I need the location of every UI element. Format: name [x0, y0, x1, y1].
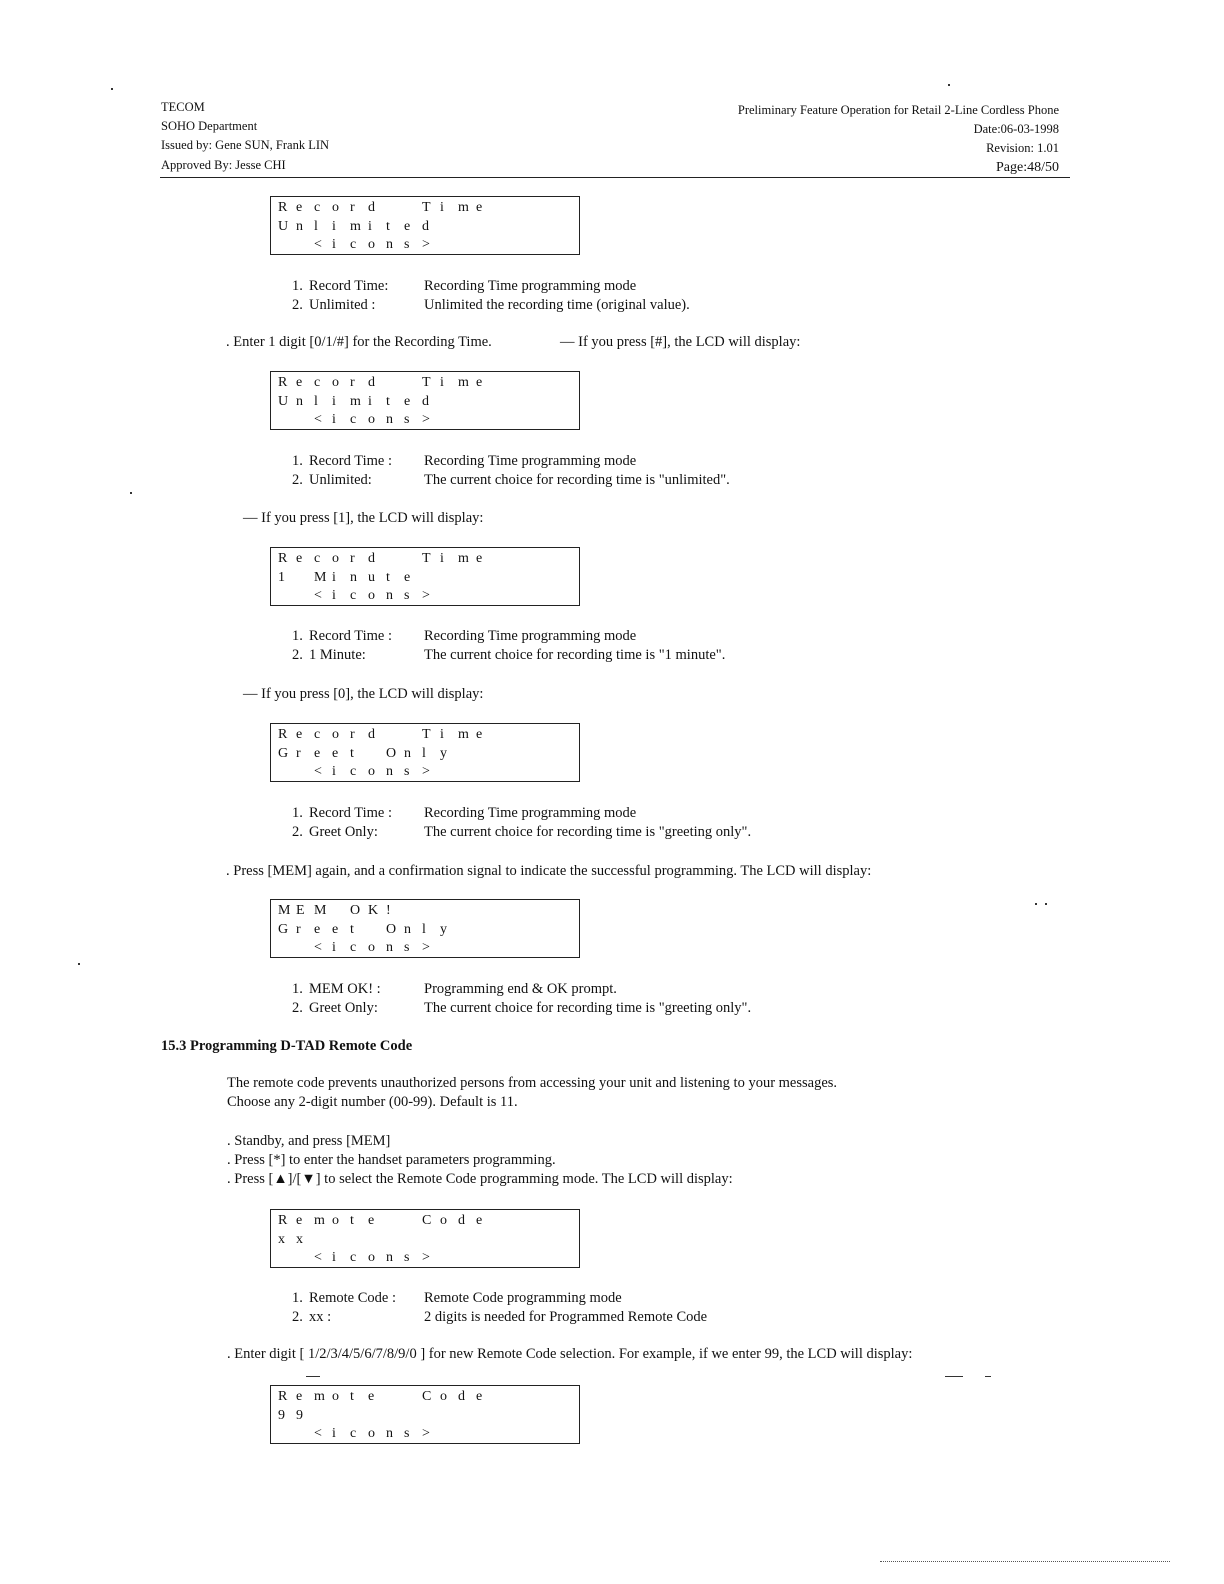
lcd-char: m: [350, 393, 361, 409]
lcd-row: [278, 938, 440, 957]
lcd-display: [270, 196, 580, 255]
lcd-char: s: [404, 237, 410, 252]
lcd-row: [278, 410, 440, 429]
lcd-char: t: [350, 1389, 354, 1404]
lcd-char: m: [350, 218, 361, 234]
lcd-char: l: [314, 218, 318, 234]
item-description: Programming end & OK prompt.: [424, 981, 617, 997]
lcd-char: o: [368, 412, 375, 427]
lcd-char: r: [350, 375, 355, 390]
item-number: 1.: [292, 1290, 303, 1306]
lcd-char: o: [332, 727, 339, 742]
item-number: 1.: [292, 278, 303, 294]
department: SOHO Department: [161, 119, 258, 133]
lcd-char: x: [278, 1231, 285, 1247]
lcd-char: n: [386, 588, 393, 603]
lcd-char: c: [314, 727, 321, 742]
item-label: Unlimited :: [309, 297, 376, 313]
item-description: The current choice for recording time is "unlimited".: [424, 472, 730, 488]
lcd-char: o: [332, 551, 339, 566]
lcd-char: R: [278, 551, 288, 566]
lcd-char: o: [440, 1213, 447, 1228]
lcd-row: [278, 725, 494, 744]
lcd-char: [404, 1211, 422, 1230]
item-label: Remote Code :: [309, 1290, 396, 1306]
lcd-char: G: [278, 921, 289, 937]
lcd-display: [270, 723, 580, 782]
lcd-row: [278, 235, 440, 254]
step-select-remote-code: . Press [▲]/[▼] to select the Remote Code programming mode. The LCD will display:: [227, 1171, 733, 1187]
item-number: 1.: [292, 805, 303, 821]
item-label: Record Time:: [309, 278, 389, 294]
lcd-char: i: [332, 764, 336, 779]
lcd-char: [404, 198, 422, 217]
lcd-char: [386, 725, 404, 744]
item-label: xx :: [309, 1309, 332, 1325]
lcd-char: T: [422, 727, 431, 742]
scan-speck: [1035, 903, 1037, 905]
scan-mark: [306, 1376, 320, 1377]
lcd-char: e: [404, 569, 411, 585]
lcd-display: [270, 547, 580, 606]
lcd-char: i: [332, 412, 336, 427]
lcd-char: d: [368, 551, 375, 566]
lcd-char: !: [386, 903, 391, 918]
lcd-char: u: [368, 569, 375, 585]
item-number: 2.: [292, 472, 303, 488]
lcd-char: [278, 235, 296, 254]
lcd-char: e: [296, 1389, 303, 1404]
lcd-char: i: [368, 218, 372, 234]
lcd-char: [296, 1424, 314, 1443]
item-description: Recording Time programming mode: [424, 453, 637, 469]
item-number: 2.: [292, 1000, 303, 1016]
step-press-star: . Press [*] to enter the handset parameters programming.: [227, 1152, 556, 1168]
lcd-row: [278, 1424, 440, 1443]
item-description: Recording Time programming mode: [424, 805, 637, 821]
lcd-char: >: [422, 1426, 430, 1441]
lcd-char: <: [314, 940, 322, 955]
lcd-char: >: [422, 764, 430, 779]
lcd-char: c: [350, 940, 357, 955]
lcd-char: n: [350, 569, 357, 585]
item-description: Recording Time programming mode: [424, 628, 637, 644]
lcd-char: i: [332, 218, 336, 234]
scan-speck: [78, 963, 80, 965]
instruction-enter-digit: . Enter 1 digit [0/1/#] for the Recording Time.: [226, 334, 492, 350]
lcd-char: t: [386, 393, 390, 409]
item-label: MEM OK! :: [309, 981, 381, 997]
lcd-char: n: [386, 764, 393, 779]
document-title: Preliminary Feature Operation for Retail 2-Line Cordless Phone: [737, 103, 1059, 117]
instruction-if-one: — If you press [1], the LCD will display:: [243, 510, 484, 526]
lcd-char: c: [350, 237, 357, 252]
lcd-char: e: [296, 200, 303, 215]
lcd-char: >: [422, 940, 430, 955]
lcd-char: c: [350, 1250, 357, 1265]
scan-speck: [130, 492, 132, 494]
lcd-row: [278, 217, 440, 236]
lcd-char: [386, 198, 404, 217]
lcd-char: e: [296, 551, 303, 566]
lcd-char: O: [386, 745, 397, 761]
document-date: Date:06-03-1998: [973, 122, 1059, 136]
item-description: Unlimited the recording time (original value).: [424, 297, 690, 313]
lcd-display: [270, 371, 580, 430]
lcd-char: [296, 568, 314, 587]
lcd-char: <: [314, 412, 322, 427]
document-revision: Revision: 1.01: [986, 141, 1059, 155]
lcd-char: n: [386, 1250, 393, 1265]
lcd-char: s: [404, 764, 410, 779]
lcd-char: [404, 725, 422, 744]
lcd-char: [404, 549, 422, 568]
lcd-char: e: [368, 1213, 375, 1228]
lcd-char: [278, 1248, 296, 1267]
approved-by: Approved By: Jesse CHI: [161, 158, 286, 172]
lcd-char: [386, 1211, 404, 1230]
lcd-char: [278, 410, 296, 429]
lcd-char: [278, 586, 296, 605]
lcd-row: [278, 198, 494, 217]
lcd-char: n: [386, 412, 393, 427]
lcd-char: d: [422, 218, 429, 234]
item-number: 1.: [292, 453, 303, 469]
lcd-char: c: [314, 551, 321, 566]
lcd-char: <: [314, 588, 322, 603]
instruction-if-hash: — If you press [#], the LCD will display:: [560, 334, 801, 350]
issued-by: Issued by: Gene SUN, Frank LIN: [161, 138, 330, 152]
instruction-press-mem: . Press [MEM] again, and a confirmation signal to indicate the successful programming. The LCD will display:: [226, 863, 872, 879]
lcd-char: [404, 1387, 422, 1406]
item-number: 2.: [292, 297, 303, 313]
lcd-char: [296, 235, 314, 254]
item-number: 2.: [292, 647, 303, 663]
lcd-char: i: [332, 940, 336, 955]
lcd-char: o: [332, 375, 339, 390]
lcd-char: n: [404, 745, 411, 761]
item-label: Greet Only:: [309, 824, 378, 840]
lcd-char: m: [314, 1389, 325, 1404]
lcd-char: r: [350, 727, 355, 742]
lcd-char: e: [404, 218, 411, 234]
lcd-char: c: [350, 412, 357, 427]
lcd-char: 9: [296, 1407, 303, 1423]
scan-mark: [945, 1376, 963, 1377]
lcd-char: r: [296, 745, 301, 761]
lcd-char: s: [404, 1250, 410, 1265]
lcd-char: m: [458, 727, 469, 742]
lcd-char: e: [332, 921, 339, 937]
lcd-char: o: [368, 940, 375, 955]
item-description: The current choice for recording time is "greeting only".: [424, 1000, 752, 1016]
header-rule: [160, 177, 1070, 178]
lcd-char: e: [368, 1389, 375, 1404]
lcd-char: >: [422, 588, 430, 603]
lcd-char: n: [404, 921, 411, 937]
lcd-char: t: [350, 745, 354, 761]
item-label: Greet Only:: [309, 1000, 378, 1016]
lcd-char: d: [458, 1389, 465, 1404]
lcd-char: o: [332, 1389, 339, 1404]
step-standby: . Standby, and press [MEM]: [227, 1133, 391, 1149]
lcd-display: [270, 1385, 580, 1444]
lcd-char: d: [368, 200, 375, 215]
lcd-char: T: [422, 551, 431, 566]
lcd-char: 1: [278, 569, 285, 585]
lcd-char: M: [278, 903, 291, 918]
lcd-char: <: [314, 1250, 322, 1265]
lcd-char: e: [476, 1389, 483, 1404]
lcd-char: c: [314, 375, 321, 390]
lcd-char: o: [368, 237, 375, 252]
lcd-row: [278, 901, 404, 920]
lcd-row: [278, 392, 440, 411]
lcd-char: E: [296, 903, 305, 918]
item-number: 1.: [292, 628, 303, 644]
item-number: 1.: [292, 981, 303, 997]
item-description: The current choice for recording time is "greeting only".: [424, 824, 752, 840]
lcd-char: c: [350, 588, 357, 603]
lcd-char: o: [368, 588, 375, 603]
lcd-char: t: [386, 218, 390, 234]
lcd-char: o: [332, 1213, 339, 1228]
lcd-char: o: [368, 1250, 375, 1265]
lcd-char: x: [296, 1231, 303, 1247]
lcd-char: t: [350, 1213, 354, 1228]
lcd-char: n: [386, 940, 393, 955]
lcd-char: n: [296, 218, 303, 234]
lcd-char: s: [404, 1426, 410, 1441]
lcd-char: o: [332, 200, 339, 215]
lcd-char: [332, 901, 350, 920]
lcd-char: >: [422, 237, 430, 252]
lcd-row: [278, 1230, 314, 1249]
lcd-char: O: [386, 921, 397, 937]
item-description: Remote Code programming mode: [424, 1290, 622, 1306]
lcd-char: i: [332, 1250, 336, 1265]
item-description: Recording Time programming mode: [424, 278, 637, 294]
lcd-char: i: [332, 588, 336, 603]
lcd-char: e: [296, 1213, 303, 1228]
lcd-char: <: [314, 764, 322, 779]
instruction-if-zero: — If you press [0], the LCD will display:: [243, 686, 484, 702]
lcd-char: i: [440, 551, 444, 566]
lcd-char: m: [458, 375, 469, 390]
lcd-char: >: [422, 412, 430, 427]
lcd-char: d: [368, 375, 375, 390]
item-label: Record Time :: [309, 628, 392, 644]
lcd-char: i: [332, 237, 336, 252]
lcd-row: [278, 1406, 314, 1425]
lcd-char: d: [422, 393, 429, 409]
lcd-display: [270, 899, 580, 958]
lcd-char: [296, 1248, 314, 1267]
lcd-char: i: [440, 375, 444, 390]
lcd-char: r: [350, 200, 355, 215]
lcd-char: <: [314, 237, 322, 252]
lcd-char: i: [332, 393, 336, 409]
lcd-char: l: [314, 393, 318, 409]
lcd-char: i: [332, 569, 336, 585]
lcd-char: d: [458, 1213, 465, 1228]
lcd-char: R: [278, 1213, 288, 1228]
lcd-char: y: [440, 745, 447, 761]
section-paragraph: Choose any 2-digit number (00-99). Default is 11.: [227, 1094, 518, 1110]
lcd-char: i: [440, 727, 444, 742]
lcd-char: c: [350, 764, 357, 779]
lcd-char: M: [314, 903, 327, 918]
lcd-char: [278, 1424, 296, 1443]
lcd-char: o: [440, 1389, 447, 1404]
lcd-row: [278, 762, 440, 781]
lcd-char: [278, 938, 296, 957]
lcd-char: T: [422, 200, 431, 215]
scan-speck: [948, 84, 950, 86]
company-name: TECOM: [161, 100, 205, 114]
lcd-char: R: [278, 200, 288, 215]
lcd-char: [368, 920, 386, 939]
scan-speck: [111, 88, 113, 90]
lcd-char: e: [476, 551, 483, 566]
lcd-char: e: [332, 745, 339, 761]
lcd-char: m: [458, 551, 469, 566]
scan-speck: [1045, 903, 1047, 905]
lcd-char: r: [350, 551, 355, 566]
lcd-char: O: [350, 903, 361, 918]
lcd-char: [296, 938, 314, 957]
lcd-char: C: [422, 1389, 432, 1404]
item-description: 2 digits is needed for Programmed Remote Code: [424, 1309, 708, 1325]
lcd-char: 9: [278, 1407, 285, 1423]
lcd-row: [278, 744, 458, 763]
lcd-char: s: [404, 940, 410, 955]
lcd-display: [270, 1209, 580, 1268]
lcd-char: n: [296, 393, 303, 409]
section-heading: 15.3 Programming D-TAD Remote Code: [161, 1038, 413, 1054]
lcd-char: i: [440, 200, 444, 215]
lcd-char: T: [422, 375, 431, 390]
lcd-char: m: [314, 1213, 325, 1228]
lcd-row: [278, 1211, 494, 1230]
step-enter-remote-digits: . Enter digit [ 1/2/3/4/5/6/7/8/9/0 ] for new Remote Code selection. For example, if we enter 99, the LCD will display:: [227, 1346, 913, 1362]
lcd-char: t: [386, 569, 390, 585]
item-label: Record Time :: [309, 453, 392, 469]
lcd-char: U: [278, 218, 289, 234]
lcd-char: R: [278, 375, 288, 390]
lcd-char: M: [314, 569, 327, 585]
lcd-char: [278, 762, 296, 781]
lcd-char: C: [422, 1213, 432, 1228]
lcd-char: i: [368, 393, 372, 409]
item-label: Unlimited:: [309, 472, 372, 488]
lcd-char: s: [404, 588, 410, 603]
lcd-char: e: [476, 1213, 483, 1228]
item-label: Record Time :: [309, 805, 392, 821]
lcd-char: e: [314, 745, 321, 761]
lcd-char: >: [422, 1250, 430, 1265]
lcd-char: K: [368, 903, 379, 918]
lcd-char: c: [350, 1426, 357, 1441]
lcd-char: [296, 586, 314, 605]
lcd-row: [278, 549, 494, 568]
lcd-char: s: [404, 412, 410, 427]
item-number: 2.: [292, 824, 303, 840]
lcd-char: R: [278, 727, 288, 742]
lcd-char: [296, 762, 314, 781]
lcd-char: m: [458, 200, 469, 215]
lcd-row: [278, 568, 422, 587]
lcd-char: [386, 549, 404, 568]
lcd-char: e: [476, 375, 483, 390]
lcd-row: [278, 1248, 440, 1267]
lcd-row: [278, 920, 458, 939]
item-label: 1 Minute:: [309, 647, 366, 663]
lcd-row: [278, 586, 440, 605]
lcd-char: [404, 373, 422, 392]
lcd-row: [278, 373, 494, 392]
lcd-char: c: [314, 200, 321, 215]
lcd-char: e: [404, 393, 411, 409]
lcd-char: d: [368, 727, 375, 742]
lcd-char: e: [476, 727, 483, 742]
lcd-char: y: [440, 921, 447, 937]
lcd-char: o: [368, 764, 375, 779]
item-description: The current choice for recording time is "1 minute".: [424, 647, 726, 663]
lcd-char: e: [314, 921, 321, 937]
lcd-char: [368, 744, 386, 763]
lcd-char: t: [350, 921, 354, 937]
lcd-char: R: [278, 1389, 288, 1404]
lcd-char: r: [296, 921, 301, 937]
lcd-char: e: [296, 375, 303, 390]
lcd-char: [386, 373, 404, 392]
lcd-char: l: [422, 745, 426, 761]
lcd-char: i: [332, 1426, 336, 1441]
lcd-char: U: [278, 393, 289, 409]
lcd-char: l: [422, 921, 426, 937]
section-paragraph: The remote code prevents unauthorized persons from accessing your unit and listening to your messages.: [227, 1075, 838, 1091]
lcd-char: [386, 1387, 404, 1406]
lcd-char: n: [386, 237, 393, 252]
lcd-char: n: [386, 1426, 393, 1441]
item-number: 2.: [292, 1309, 303, 1325]
lcd-char: G: [278, 745, 289, 761]
lcd-char: o: [368, 1426, 375, 1441]
lcd-char: <: [314, 1426, 322, 1441]
lcd-char: [296, 410, 314, 429]
scan-mark: [880, 1561, 1170, 1562]
page-number: Page:48/50: [996, 160, 1059, 175]
scan-mark: [985, 1376, 991, 1377]
lcd-char: e: [476, 200, 483, 215]
lcd-char: e: [296, 727, 303, 742]
lcd-row: [278, 1387, 494, 1406]
